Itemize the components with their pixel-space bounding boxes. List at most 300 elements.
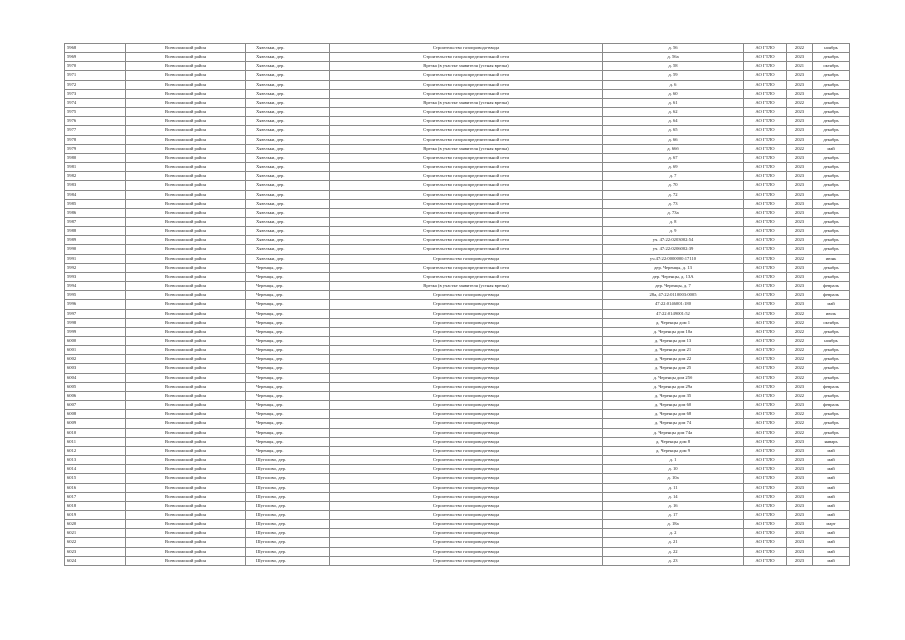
cell-work-type: Строительство газопровода-ввода — [330, 446, 603, 455]
cell-organization: АО ГТЛО — [744, 355, 787, 364]
cell-district: Всеволожский район — [126, 465, 246, 474]
cell-organization: АО ГТЛО — [744, 529, 787, 538]
cell-row-number: 6003 — [65, 364, 126, 373]
cell-organization: АО ГТЛО — [744, 272, 787, 281]
cell-year: 2023 — [787, 89, 813, 98]
cell-district: Всеволожский район — [126, 144, 246, 153]
cell-month: декабрь — [813, 163, 850, 172]
cell-row-number: 5975 — [65, 108, 126, 117]
cell-year: 2022 — [787, 337, 813, 346]
table-row — [65, 181, 850, 190]
table-row — [65, 291, 850, 300]
cell-settlement: Черенцы, дер. — [246, 282, 330, 291]
cell-row-number: 5995 — [65, 291, 126, 300]
table-row — [65, 520, 850, 529]
table-row — [65, 391, 850, 400]
cell-work-type: Строительство газопровода-ввода — [330, 355, 603, 364]
cell-work-type: Строительство газораспределительной сети — [330, 126, 603, 135]
table-row — [65, 483, 850, 492]
cell-settlement: Шуголово, дер. — [246, 501, 330, 510]
cell-year: 2023 — [787, 538, 813, 547]
cell-address: д. 69 — [603, 163, 744, 172]
cell-organization: АО ГТЛО — [744, 391, 787, 400]
cell-settlement: Шуголово, дер. — [246, 510, 330, 519]
cell-organization: АО ГТЛО — [744, 254, 787, 263]
table-row — [65, 135, 850, 144]
cell-district: Всеволожский район — [126, 190, 246, 199]
cell-work-type: Строительство газораспределительной сети — [330, 71, 603, 80]
cell-year: 2023 — [787, 556, 813, 565]
cell-row-number: 5997 — [65, 309, 126, 318]
cell-month: декабрь — [813, 199, 850, 208]
cell-address: д. 65 — [603, 126, 744, 135]
cell-district: Всеволожский район — [126, 126, 246, 135]
cell-work-type: Строительство газораспределительной сети — [330, 89, 603, 98]
cell-settlement: Хязельки, дер. — [246, 71, 330, 80]
cell-settlement: Хязельки, дер. — [246, 153, 330, 162]
cell-row-number: 5993 — [65, 272, 126, 281]
cell-address: д. 61 — [603, 98, 744, 107]
cell-organization: АО ГТЛО — [744, 428, 787, 437]
cell-year: 2022 — [787, 410, 813, 419]
cell-organization: АО ГТЛО — [744, 126, 787, 135]
cell-row-number: 5971 — [65, 71, 126, 80]
table-row — [65, 126, 850, 135]
cell-work-type: Строительство газопровода-ввода — [330, 428, 603, 437]
cell-address: д. 62 — [603, 108, 744, 117]
cell-address: уч.47:22:0000000:17110 — [603, 254, 744, 263]
cell-settlement: Хязельки, дер. — [246, 53, 330, 62]
table-row — [65, 337, 850, 346]
cell-work-type: Строительство газопровода-ввода — [330, 401, 603, 410]
cell-address: 47:22:0146001:180 — [603, 300, 744, 309]
cell-district: Всеволожский район — [126, 181, 246, 190]
cell-district: Всеволожский район — [126, 163, 246, 172]
cell-district: Всеволожский район — [126, 153, 246, 162]
cell-row-number: 5986 — [65, 208, 126, 217]
cell-address: д. Черенцы дом 8 — [603, 437, 744, 446]
cell-month: декабрь — [813, 245, 850, 254]
cell-work-type: Строительство газораспределительной сети — [330, 263, 603, 272]
cell-year: 2023 — [787, 474, 813, 483]
cell-organization: АО ГТЛО — [744, 419, 787, 428]
cell-district: Всеволожский район — [126, 227, 246, 236]
cell-row-number: 5973 — [65, 89, 126, 98]
cell-month: декабрь — [813, 428, 850, 437]
cell-month: декабрь — [813, 410, 850, 419]
cell-work-type: Строительство газораспределительной сети — [330, 153, 603, 162]
cell-settlement: Шуголово, дер. — [246, 456, 330, 465]
cell-address: д. Черенцы дом 9 — [603, 446, 744, 455]
table-row — [65, 236, 850, 245]
cell-year: 2023 — [787, 71, 813, 80]
cell-work-type: Строительство газораспределительной сети — [330, 53, 603, 62]
table-row — [65, 254, 850, 263]
cell-organization: АО ГТЛО — [744, 217, 787, 226]
cell-district: Всеволожский район — [126, 254, 246, 263]
cell-settlement: Хязельки, дер. — [246, 80, 330, 89]
cell-year: 2023 — [787, 135, 813, 144]
cell-district: Всеволожский район — [126, 291, 246, 300]
cell-settlement: Черенцы, дер. — [246, 263, 330, 272]
cell-organization: АО ГТЛО — [744, 446, 787, 455]
cell-district: Всеволожский район — [126, 236, 246, 245]
gasification-table — [64, 43, 850, 566]
cell-row-number: 5989 — [65, 236, 126, 245]
cell-month: декабрь — [813, 181, 850, 190]
cell-organization: АО ГТЛО — [744, 346, 787, 355]
cell-year: 2022 — [787, 364, 813, 373]
cell-organization: АО ГТЛО — [744, 282, 787, 291]
cell-year: 2023 — [787, 529, 813, 538]
cell-year: 2022 — [787, 44, 813, 53]
cell-address: д. Черенцы дом 21 — [603, 346, 744, 355]
table-row — [65, 474, 850, 483]
cell-work-type: Строительство газопровода-ввода — [330, 556, 603, 565]
cell-year: 2023 — [787, 300, 813, 309]
cell-address: д. 7 — [603, 172, 744, 181]
cell-district: Всеволожский район — [126, 172, 246, 181]
cell-organization: АО ГТЛО — [744, 263, 787, 272]
cell-settlement: Хязельки, дер. — [246, 126, 330, 135]
cell-year: 2023 — [787, 80, 813, 89]
table-row — [65, 318, 850, 327]
table-row — [65, 346, 850, 355]
cell-month: май — [813, 492, 850, 501]
cell-settlement: Хязельки, дер. — [246, 181, 330, 190]
cell-district: Всеволожский район — [126, 108, 246, 117]
cell-row-number: 5977 — [65, 126, 126, 135]
cell-settlement: Хязельки, дер. — [246, 117, 330, 126]
cell-district: Всеволожский район — [126, 135, 246, 144]
cell-settlement: Черенцы, дер. — [246, 401, 330, 410]
cell-month: январь — [813, 437, 850, 446]
cell-year: 2022 — [787, 254, 813, 263]
cell-organization: АО ГТЛО — [744, 199, 787, 208]
cell-address: 28а, 47:22:0110003:0005 — [603, 291, 744, 300]
cell-year: 2023 — [787, 501, 813, 510]
cell-district: Всеволожский район — [126, 364, 246, 373]
cell-district: Всеволожский район — [126, 428, 246, 437]
table-row — [65, 373, 850, 382]
cell-organization: АО ГТЛО — [744, 108, 787, 117]
cell-address: д. 21 — [603, 538, 744, 547]
cell-row-number: 5981 — [65, 163, 126, 172]
table-row — [65, 71, 850, 80]
cell-month: ноябрь — [813, 337, 850, 346]
cell-work-type: Строительство газопровода-ввода — [330, 474, 603, 483]
table-row — [65, 437, 850, 446]
cell-address: д. 8 — [603, 217, 744, 226]
cell-district: Всеволожский район — [126, 208, 246, 217]
cell-district: Всеволожский район — [126, 547, 246, 556]
cell-month: май — [813, 547, 850, 556]
cell-address: д. 60 — [603, 89, 744, 98]
cell-row-number: 5984 — [65, 190, 126, 199]
cell-row-number: 6020 — [65, 520, 126, 529]
cell-organization: АО ГТЛО — [744, 135, 787, 144]
cell-year: 2023 — [787, 126, 813, 135]
cell-year: 2023 — [787, 437, 813, 446]
cell-district: Всеволожский район — [126, 391, 246, 400]
cell-month: ноябрь — [813, 44, 850, 53]
cell-settlement: Шуголово, дер. — [246, 520, 330, 529]
cell-settlement: Шуголово, дер. — [246, 547, 330, 556]
cell-row-number: 5972 — [65, 80, 126, 89]
table-row — [65, 382, 850, 391]
cell-year: 2023 — [787, 181, 813, 190]
cell-row-number: 5987 — [65, 217, 126, 226]
table-row — [65, 401, 850, 410]
cell-settlement: Хязельки, дер. — [246, 190, 330, 199]
cell-organization: АО ГТЛО — [744, 245, 787, 254]
cell-work-type: Строительство газопровода-ввода — [330, 465, 603, 474]
cell-organization: АО ГТЛО — [744, 291, 787, 300]
cell-organization: АО ГТЛО — [744, 80, 787, 89]
cell-row-number: 5996 — [65, 300, 126, 309]
cell-work-type: Строительство газопровода-ввода — [330, 364, 603, 373]
cell-year: 2023 — [787, 446, 813, 455]
table-row — [65, 108, 850, 117]
cell-row-number: 6011 — [65, 437, 126, 446]
cell-address: д. 6 — [603, 80, 744, 89]
cell-year: 2022 — [787, 419, 813, 428]
cell-organization: АО ГТЛО — [744, 98, 787, 107]
cell-year: 2023 — [787, 547, 813, 556]
cell-settlement: Черенцы, дер. — [246, 446, 330, 455]
cell-district: Всеволожский район — [126, 529, 246, 538]
cell-row-number: 6010 — [65, 428, 126, 437]
cell-district: Всеволожский район — [126, 327, 246, 336]
cell-work-type: Строительство газопровода-ввода — [330, 410, 603, 419]
cell-settlement: Черенцы, дер. — [246, 437, 330, 446]
cell-organization: АО ГТЛО — [744, 501, 787, 510]
cell-address: д. 67 — [603, 153, 744, 162]
cell-organization: АО ГТЛО — [744, 382, 787, 391]
cell-row-number: 6021 — [65, 529, 126, 538]
document-sheet — [64, 43, 849, 566]
cell-settlement: Черенцы, дер. — [246, 382, 330, 391]
cell-organization: АО ГТЛО — [744, 53, 787, 62]
cell-settlement: Шуголово, дер. — [246, 492, 330, 501]
cell-month: декабрь — [813, 153, 850, 162]
cell-settlement: Шуголово, дер. — [246, 556, 330, 565]
cell-year: 2023 — [787, 465, 813, 474]
table-row — [65, 53, 850, 62]
table-row — [65, 272, 850, 281]
cell-row-number: 5988 — [65, 227, 126, 236]
cell-settlement: Хязельки, дер. — [246, 245, 330, 254]
cell-row-number: 5974 — [65, 98, 126, 107]
cell-month: декабрь — [813, 346, 850, 355]
cell-settlement: Черенцы, дер. — [246, 300, 330, 309]
cell-row-number: 5970 — [65, 62, 126, 71]
cell-row-number: 6009 — [65, 419, 126, 428]
cell-organization: АО ГТЛО — [744, 117, 787, 126]
cell-year: 2023 — [787, 263, 813, 272]
cell-district: Всеволожский район — [126, 62, 246, 71]
cell-district: Всеволожский район — [126, 272, 246, 281]
table-row — [65, 456, 850, 465]
cell-district: Всеволожский район — [126, 44, 246, 53]
table-row — [65, 44, 850, 53]
table-row — [65, 89, 850, 98]
cell-year: 2023 — [787, 190, 813, 199]
cell-row-number: 5976 — [65, 117, 126, 126]
cell-district: Всеволожский район — [126, 309, 246, 318]
cell-organization: АО ГТЛО — [744, 465, 787, 474]
cell-row-number: 5998 — [65, 318, 126, 327]
table-body — [65, 44, 850, 566]
table-row — [65, 465, 850, 474]
table-row — [65, 144, 850, 153]
table-row — [65, 208, 850, 217]
cell-row-number: 6014 — [65, 465, 126, 474]
cell-month: декабрь — [813, 373, 850, 382]
cell-organization: АО ГТЛО — [744, 364, 787, 373]
cell-work-type: Врезка (в участке заявителя (устная врезка) — [330, 144, 603, 153]
cell-month: март — [813, 520, 850, 529]
cell-month: май — [813, 474, 850, 483]
table-row — [65, 529, 850, 538]
cell-district: Всеволожский район — [126, 419, 246, 428]
cell-organization: АО ГТЛО — [744, 410, 787, 419]
cell-district: Всеволожский район — [126, 520, 246, 529]
cell-year: 2022 — [787, 318, 813, 327]
cell-row-number: 5985 — [65, 199, 126, 208]
cell-work-type: Строительство газораспределительной сети — [330, 181, 603, 190]
cell-year: 2023 — [787, 456, 813, 465]
cell-work-type: Строительство газопровода-ввода — [330, 318, 603, 327]
cell-settlement: Хязельки, дер. — [246, 135, 330, 144]
cell-organization: АО ГТЛО — [744, 62, 787, 71]
cell-organization: АО ГТЛО — [744, 309, 787, 318]
cell-row-number: 6008 — [65, 410, 126, 419]
cell-year: 2023 — [787, 217, 813, 226]
table-row — [65, 428, 850, 437]
cell-address: д. 58 — [603, 62, 744, 71]
cell-district: Всеволожский район — [126, 318, 246, 327]
table-row — [65, 263, 850, 272]
cell-row-number: 5968 — [65, 44, 126, 53]
cell-work-type: Строительство газораспределительной сети — [330, 190, 603, 199]
cell-year: 2022 — [787, 346, 813, 355]
cell-address: д. 16 — [603, 501, 744, 510]
cell-work-type: Строительство газопровода-ввода — [330, 44, 603, 53]
cell-row-number: 6005 — [65, 382, 126, 391]
cell-work-type: Строительство газораспределительной сети — [330, 80, 603, 89]
cell-work-type: Строительство газораспределительной сети — [330, 245, 603, 254]
cell-address: д. Черенцы дом 74 — [603, 419, 744, 428]
cell-month: май — [813, 144, 850, 153]
cell-work-type: Строительство газопровода-ввода — [330, 437, 603, 446]
cell-settlement: Хязельки, дер. — [246, 227, 330, 236]
cell-work-type: Строительство газопровода-ввода — [330, 300, 603, 309]
cell-month: декабрь — [813, 263, 850, 272]
cell-address: д. 73 — [603, 199, 744, 208]
cell-work-type: Строительство газопровода-ввода — [330, 456, 603, 465]
cell-organization: АО ГТЛО — [744, 337, 787, 346]
cell-month: декабрь — [813, 53, 850, 62]
cell-settlement: Черенцы, дер. — [246, 327, 330, 336]
cell-work-type: Строительство газопровода-ввода — [330, 337, 603, 346]
cell-settlement: Черенцы, дер. — [246, 410, 330, 419]
cell-row-number: 5999 — [65, 327, 126, 336]
cell-month: февраль — [813, 382, 850, 391]
cell-district: Всеволожский район — [126, 556, 246, 565]
cell-district: Всеволожский район — [126, 538, 246, 547]
cell-organization: АО ГТЛО — [744, 144, 787, 153]
cell-year: 2023 — [787, 401, 813, 410]
cell-work-type: Строительство газораспределительной сети — [330, 172, 603, 181]
cell-row-number: 6013 — [65, 456, 126, 465]
cell-settlement: Хязельки, дер. — [246, 208, 330, 217]
cell-row-number: 6017 — [65, 492, 126, 501]
cell-month: декабрь — [813, 419, 850, 428]
cell-month: февраль — [813, 282, 850, 291]
cell-work-type: Строительство газопровода-ввода — [330, 346, 603, 355]
cell-year: 2023 — [787, 245, 813, 254]
table-row — [65, 172, 850, 181]
cell-year: 2023 — [787, 172, 813, 181]
cell-work-type: Врезка (в участке заявителя (устная врезка) — [330, 282, 603, 291]
cell-row-number: 5990 — [65, 245, 126, 254]
cell-address: д. Черенцы дом 25б — [603, 373, 744, 382]
cell-organization: АО ГТЛО — [744, 492, 787, 501]
cell-settlement: Черенцы, дер. — [246, 355, 330, 364]
cell-year: 2023 — [787, 227, 813, 236]
cell-settlement: Хязельки, дер. — [246, 199, 330, 208]
cell-address: д. 18а — [603, 520, 744, 529]
cell-address: д. 56 — [603, 44, 744, 53]
cell-organization: АО ГТЛО — [744, 208, 787, 217]
cell-address: д. 73а — [603, 208, 744, 217]
cell-settlement: Хязельки, дер. — [246, 98, 330, 107]
cell-row-number: 6012 — [65, 446, 126, 455]
cell-month: декабрь — [813, 227, 850, 236]
cell-organization: АО ГТЛО — [744, 190, 787, 199]
cell-row-number: 6023 — [65, 547, 126, 556]
cell-organization: АО ГТЛО — [744, 327, 787, 336]
cell-organization: АО ГТЛО — [744, 456, 787, 465]
cell-month: декабрь — [813, 126, 850, 135]
cell-organization: АО ГТЛО — [744, 474, 787, 483]
cell-row-number: 5980 — [65, 153, 126, 162]
cell-organization: АО ГТЛО — [744, 547, 787, 556]
cell-work-type: Строительство газораспределительной сети — [330, 199, 603, 208]
cell-organization: АО ГТЛО — [744, 483, 787, 492]
cell-month: май — [813, 501, 850, 510]
cell-district: Всеволожский район — [126, 474, 246, 483]
cell-address: д. Черенцы дом 60 — [603, 401, 744, 410]
cell-row-number: 6002 — [65, 355, 126, 364]
cell-district: Всеволожский район — [126, 373, 246, 382]
cell-work-type: Строительство газопровода-ввода — [330, 419, 603, 428]
cell-work-type: Строительство газопровода-ввода — [330, 538, 603, 547]
cell-address: д. 2 — [603, 529, 744, 538]
cell-row-number: 6022 — [65, 538, 126, 547]
cell-year: 2023 — [787, 208, 813, 217]
cell-month: июль — [813, 309, 850, 318]
cell-month: декабрь — [813, 208, 850, 217]
table-row — [65, 556, 850, 565]
cell-organization: АО ГТЛО — [744, 44, 787, 53]
cell-year: 2023 — [787, 199, 813, 208]
cell-district: Всеволожский район — [126, 53, 246, 62]
cell-district: Всеволожский район — [126, 410, 246, 419]
cell-settlement: Хязельки, дер. — [246, 44, 330, 53]
cell-settlement: Черенцы, дер. — [246, 364, 330, 373]
